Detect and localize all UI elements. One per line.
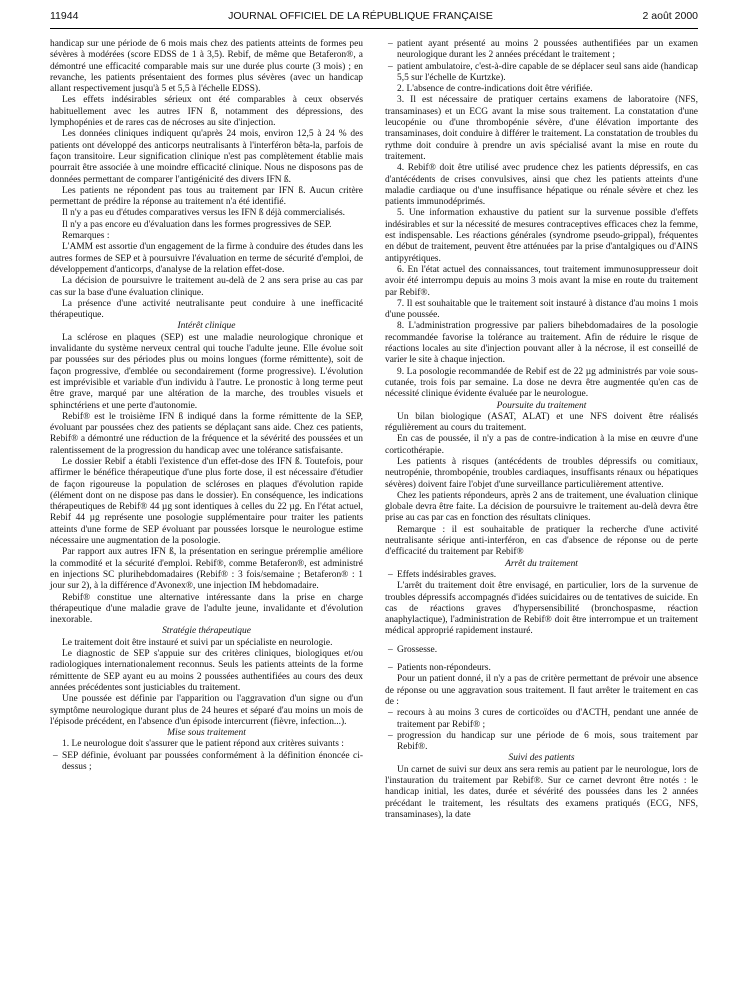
paragraph: 9. La posologie recommandée de Rebif est de 22 µg administrés par voie sous-cutanée, trois fois par semaine. La dose ne devra être augmentée qu'en cas de nécessité clinique évidente évaluée par le neurologue. [385,366,698,400]
list-item: – progression du handicap sur une période de 6 mois, sous traitement par Rebif®. [385,731,698,754]
paragraph: Il n'y a pas eu d'études comparatives versus les IFN ß déjà commercialisés. [62,208,346,219]
paragraph: 1. Le neurologue doit s'assurer que le patient répond aux critères suivants : [62,739,344,750]
paragraph: Les données cliniques indiquent qu'après 24 mois, environ 12,5 à 24 % des patients ont développé des anticorps neutralisants à l'interféron bêta-la, parfois de façon transitoire. Leur signification clinique n'est pas complètement établie mais pourrait être associée à une moindre efficacité clinique. Nous ne disposons pas de données permettant de comparer l'antigénicité des divers IFN ß. [50,129,363,185]
paragraph: Pour un patient donné, il n'y a pas de critère permettant de prévoir une absence de réponse ou une aggravation sous traitement. Il faut arrêter le traitement en cas de : [385,674,698,707]
text-columns [50,39,698,821]
publication-date: 2 août 2000 [642,10,698,22]
right-column [385,39,698,821]
paragraph: Remarques : [62,231,110,242]
list-item: – SEP définie, évoluant par poussées conformément à la définition énoncée ci-dessus ; [50,751,363,774]
section-heading: Suivi des patients [508,753,575,764]
paragraph: Remarque : il est souhaitable de pratiquer la recherche d'une activité neutralisante sérique anti-interféron, en cas d'absence de réponse ou de perte d'efficacité du traitement par Rebif® [385,524,698,558]
section-heading: Mise sous traitement [167,728,246,739]
paragraph: 4. Rebif® doit être utilisé avec prudence chez les patients dépressifs, en cas d'antécédents de crises convulsives, ainsi que chez les patients atteints d'une maladie cardiaque ou d'une insuffisance hépatique ou rénale sévère et chez les patients immunodéprimés. [385,163,698,208]
left-column [50,39,363,821]
paragraph: Un bilan biologique (ASAT, ALAT) et une NFS doivent être réalisés régulièrement au cours du traitement. [385,411,698,434]
paragraph: La sclérose en plaques (SEP) est une maladie neurologique chronique et invalidante du système nerveux central qui touche l'adulte jeune. Elle évolue soit par poussées sur des périodes plus ou moins longues (forme rémittente), soit de façon progressive, d'emblée ou secondairement (forme progressive). L'évolution est imprévisible et variable d'un individu à l'autre. Le pronostic à long terme peut être grave, marqué par une altération de la marche, des troubles visuels et sphinctériens et une perte d'autonomie. [50,332,363,411]
spacer [385,656,698,663]
journal-title: JOURNAL OFFICIEL DE LA RÉPUBLIQUE FRANÇAISE [228,10,493,22]
paragraph: Le diagnostic de SEP s'appuie sur des critères cliniques, biologiques et/ou radiologiques internationalement reconnus. Seuls les patients atteints de la forme rémittente de SEP ayant eu au moins 2 poussées authentifiées au cours des deux années précédentes sont justiciables du traitement. [50,649,363,693]
paragraph: Il n'y a pas encore eu d'évaluation dans les formes progressives de SEP. [62,219,332,230]
section-heading: Arrêt du traitement [505,558,578,569]
paragraph: Rebif® constitue une alternative intéressante dans la prise en charge thérapeutique d'une maladie grave de l'adulte jeune, invalidante et d'évolution inexorable. [50,592,363,626]
list-item: – Grossesse. [385,645,698,656]
section-heading: Poursuite du traitement [496,400,587,411]
paragraph: Les patients à risques (antécédents de troubles dépressifs ou comitiaux, neutropénie, thrombopénie, troubles cardiaques, insuffisants rénaux ou hépatiques sévères) doivent faire l'objet d'une surveillance particulièrement attentive. [385,456,698,490]
paragraph: Un carnet de suivi sur deux ans sera remis au patient par le neurologue, lors de l'instauration du traitement par Rebif®. Sur ce carnet devront être notés : le handicap initial, les dates, durée et sévérité des poussées dans les 2 années précédant le traitement, les résultats des examens pratiqués (ECG, NFS, transaminases), la date [385,764,698,820]
paragraph: 8. L'administration progressive par paliers bihebdomadaires de la posologie recommandée favorise la tolérance au traitement. Afin de réduire le risque de réactions locales au site d'injection pouvant aller à la nécrose, il est conseillé de varier le site à chaque injection. [385,321,698,366]
list-item: – Patients non-répondeurs. [385,663,698,674]
paragraph: Le traitement doit être instauré et suivi par un spécialiste en neurologie. [62,637,333,648]
paragraph: L'arrêt du traitement doit être envisagé, en particulier, lors de la survenue de troubles dépressifs accompagnés d'idées suicidaires ou de tentatives de suicide. En cas de réactions graves d'hypersensibilité (bronchospasme, réaction anaphylactique), l'administration de Rebif® doit être interrompue et un traitement médical approprié rapidement instauré. [385,581,698,637]
list-item: – patient ambulatoire, c'est-à-dire capable de se déplacer seul sans aide (handicap 5,5 sur l'échelle de Kurtzke). [385,62,698,85]
paragraph: Les effets indésirables sérieux ont été comparables à ceux observés habituellement avec les autres IFN ß, notamment des dépressions, des lymphopénies et de rares cas de nécroses au site d'injection. [50,95,363,129]
paragraph: 7. Il est souhaitable que le traitement soit instauré à distance d'au moins 1 mois d'une poussée. [385,298,698,321]
paragraph: handicap sur une période de 6 mois mais chez des patients atteints de formes peu sévères à modérées (score EDSS de 1 à 3,5). Rebif, de même que Betaferon®, a démontré une efficacité comparable mais sur une durée plus courte (3 mois) ; en revanche, les patients présentaient des formes plus sévères (avec un handicap allant respectivement jusqu'à 5 et 5,5 à l'échelle EDSS). [50,39,363,95]
paragraph: La décision de poursuivre le traitement au-delà de 2 ans sera prise au cas par cas sur la base d'une évaluation clinique. [50,276,363,298]
list-item: – recours à au moins 3 cures de corticoïdes ou d'ACTH, pendant une année de traitement par Rebif® ; [385,708,698,731]
paragraph: Les patients ne répondent pas tous au traitement par IFN ß. Aucun critère permettant de prédire la réponse au traitement n'a été identifié. [50,185,363,208]
paragraph: 2. L'absence de contre-indications doit être vérifiée. [397,84,593,95]
paragraph: En cas de poussée, il n'y a pas de contre-indication à la mise en œuvre d'une corticothérapie. [385,434,698,456]
paragraph: 5. Une information exhaustive du patient sur la survenue possible d'effets indésirables et sur la nécessité de mesures contraceptives efficaces chez la femme, est indispensable. Les réactions générales (syndrome pseudo-grippal), fréquentes en début de traitement, peuvent être atténuées par la prise d'antalgiques ou d'AINS antipyrétiques. [385,208,698,264]
paragraph: 6. En l'état actuel des connaissances, tout traitement immunosuppresseur doit avoir été interrompu depuis au moins 3 mois avant la mise en route du traitement par Rebif®. [385,264,698,298]
paragraph: Chez les patients répondeurs, après 2 ans de traitement, une évaluation clinique globale devra être faite. La décision de poursuivre le traitement au-delà devra être prise au cas par cas en fonction des résultats cliniques. [385,490,698,524]
list-item: – patient ayant présenté au moins 2 poussées authentifiées par un examen neurologique durant les 2 années précédant le traitement ; [385,39,698,62]
section-heading: Stratégie thérapeutique [162,626,251,637]
paragraph: La présence d'une activité neutralisante peut conduire à une inefficacité thérapeutique. [50,298,363,321]
header-rule [50,28,698,29]
page-header [50,10,698,26]
paragraph: L'AMM est assortie d'un engagement de la firme à conduire des études dans les autres formes de SEP et à poursuivre l'évaluation en terme de sécurité d'emploi, de développement d'anticorps, d'analyse de la relation effet-dose. [50,242,363,275]
paragraph: Par rapport aux autres IFN ß, la présentation en seringue préremplie améliore la commodité et la sécurité d'emploi. Rebif®, comme Betaferon®, est administré en injections SC plurihebdomadaires (Rebif® : 3 fois/semaine ; Betaferon® : 1 jour sur 2), à la différence d'Avonex®, une injection IM hebdomadaire. [50,547,363,592]
paragraph: 3. Il est nécessaire de pratiquer certains examens de laboratoire (NFS, transaminases) et un ECG avant la mise sous traitement. La constatation d'une leucopénie ou d'une thrombopénie sévère, d'une élévation importante des transaminases, doit conduire à différer le traitement. La constatation de troubles du rythme doit conduire à prendre un avis spécialisé avant la mise en route du traitement. [385,95,698,162]
paragraph: Rebif® est le troisième IFN ß indiqué dans la forme rémittente de la SEP, évoluant par poussées chez des patients se déplaçant sans aide. Chez ces patients, Rebif® a démontré une réduction de la fréquence et la sévérité des poussées et un ralentissement de la progression du handicap avec une tolérance satisfaisante. [50,411,363,456]
paragraph: Le dossier Rebif a établi l'existence d'un effet-dose des IFN ß. Toutefois, pour affirmer le bénéfice thérapeutique d'une plus forte dose, il est nécessaire d'étudier de façon rigoureuse la population de scléroses en plaques d'évolution rapide (élément dont on ne dispose pas dans le dossier). En conséquence, les indications thérapeutiques de Rebif® 44 µg sont identiques à celles du 22 µg. En l'état actuel, Rebif 44 µg représente une posologie supplémentaire pour traiter les patients atteints d'une forme de SEP évoluant par poussées lorsque le neurologue estime nécessaire une augmentation de la posologie. [50,456,363,547]
page-number: 11944 [50,10,79,22]
list-item: – Effets indésirables graves. [385,570,698,581]
paragraph: Une poussée est définie par l'apparition ou l'aggravation d'un signe ou d'un symptôme neurologique durant plus de 24 heures et séparé d'au moins un mois de l'épisode précédent, en l'absence d'un épisode intercurrent (fièvre, infection...). [50,694,363,727]
spacer [385,638,698,645]
section-heading: Intérêt clinique [177,321,236,332]
